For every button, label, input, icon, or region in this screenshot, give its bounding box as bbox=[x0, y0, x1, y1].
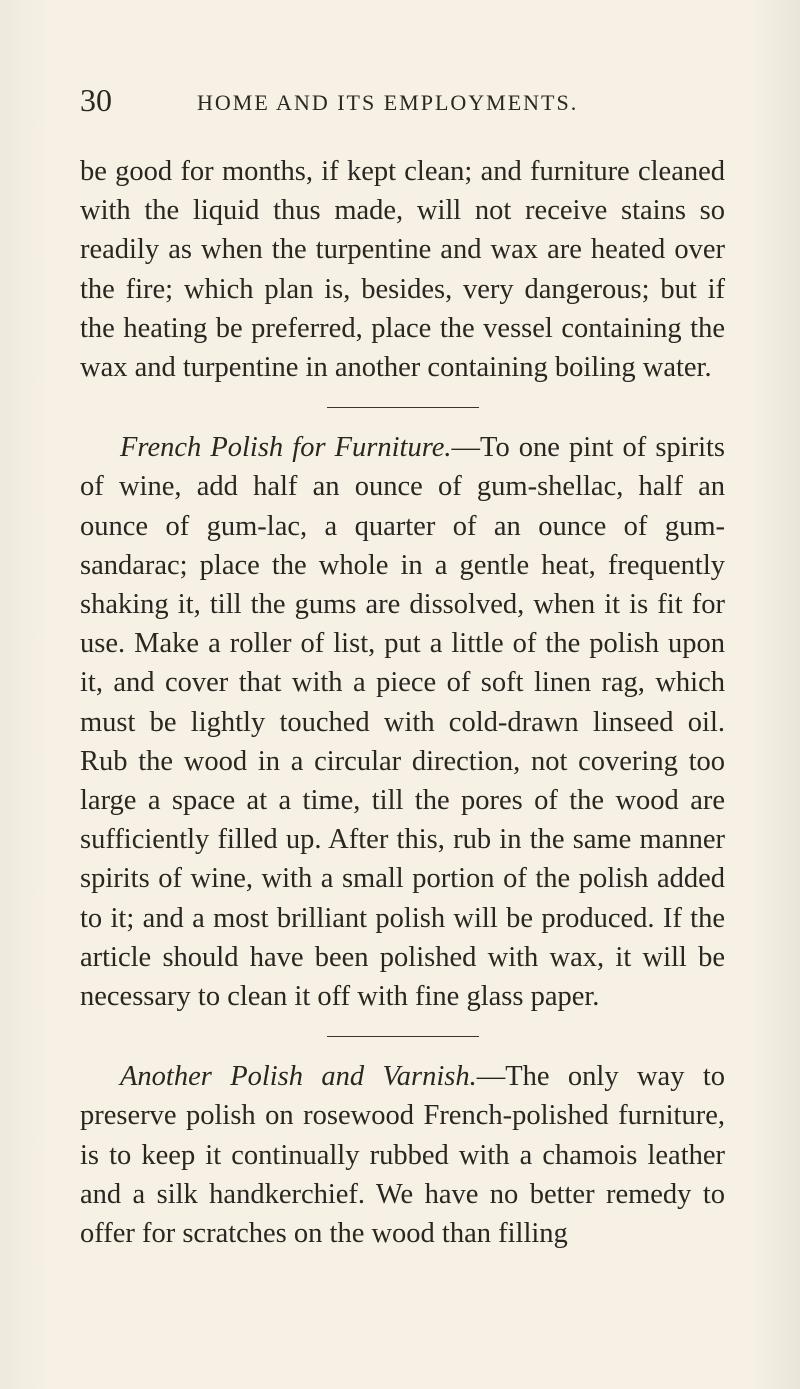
french-polish-title: French Polish for Furniture. bbox=[120, 432, 452, 464]
french-polish-body: —To one pint of spirits of wine, add half an ounce of gum-shellac, half an ounce of gum-lac, a quarter of an ounce of gum-sandarac; place the whole in a gentle heat, frequently shaking it, till the gums are dissolved, when it is fit for use. Make a roller of list, put a little of the polish upon it, and cover that with a piece of soft linen rag, which must be lightly touched with cold-drawn linseed oil. Rub the wood in a circular direction, not covering too large a space at a time, till the pores of the wood are sufficiently filled up. After this, rub in the same manner spirits of wine, with a small portion of the polish added to it; and a most brilliant polish will be produced. If the article should have been polished with wax, it will be necessary to clean it off with fine glass paper. bbox=[80, 432, 725, 1013]
body-text bbox=[80, 152, 725, 1253]
another-polish-title: Another Polish and Varnish. bbox=[120, 1061, 477, 1093]
page-header bbox=[80, 80, 720, 120]
another-polish-paragraph bbox=[80, 1057, 725, 1253]
section-divider bbox=[327, 407, 479, 408]
french-polish-paragraph bbox=[80, 428, 725, 1016]
section-divider bbox=[327, 1036, 479, 1037]
another-polish-body: —The only way to preserve polish on rosewood French-polished furniture, is to keep it continually rubbed with a chamois leather and a silk handkerchief. We have no better remedy to offer for scratches on the wood than filling bbox=[80, 1061, 725, 1250]
page-number: 30 bbox=[80, 82, 112, 118]
running-head: HOME AND ITS EMPLOYMENTS. bbox=[197, 90, 579, 115]
continuation-paragraph: be good for months, if kept clean; and furniture cleaned with the liquid thus made, will not receive stains so readily as when the turpentine and wax are heated over the fire; which plan is, besides, very dangerous; but if the heating be preferred, place the vessel containing the wax and turpentine in another containing boiling water. bbox=[80, 156, 725, 384]
